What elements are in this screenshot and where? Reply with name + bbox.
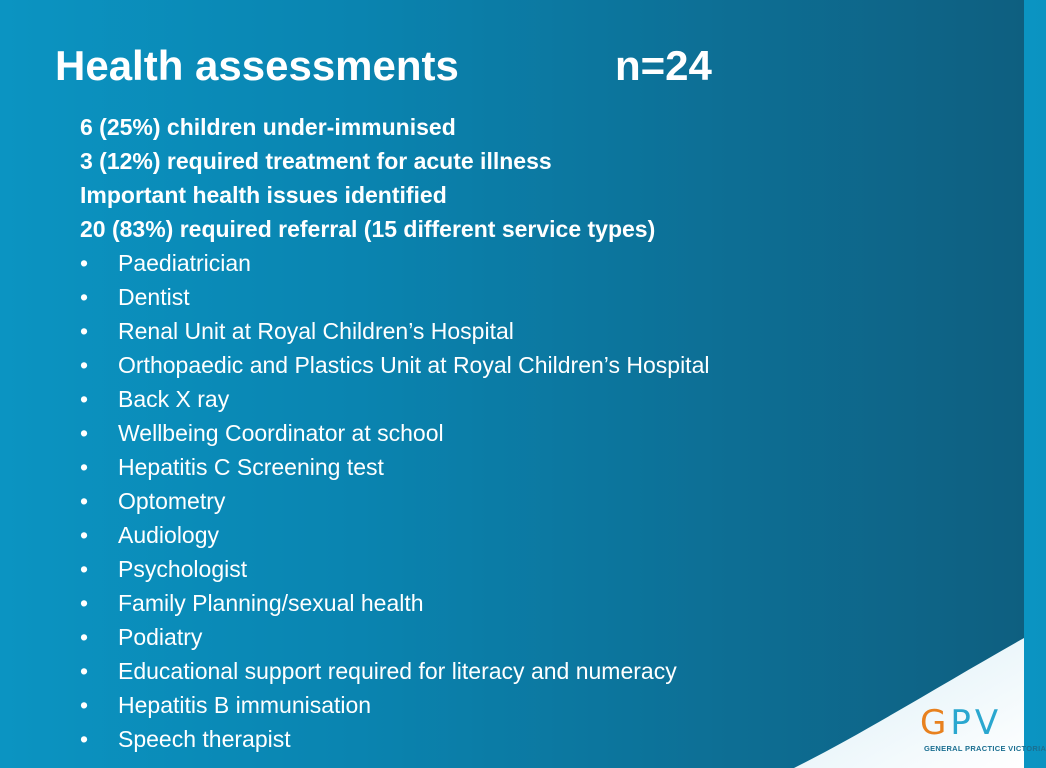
referral-label: Family Planning/sexual health bbox=[118, 590, 424, 616]
referral-item bbox=[80, 450, 980, 484]
logo-wordmark bbox=[920, 704, 1002, 742]
bullet-icon: • bbox=[80, 318, 89, 344]
logo-letter-p: P bbox=[950, 703, 975, 743]
referral-label: Orthopaedic and Plastics Unit at Royal Children’s Hospital bbox=[118, 352, 710, 378]
bullet-icon: • bbox=[80, 454, 89, 480]
bullet-icon: • bbox=[80, 250, 89, 276]
bullet-icon: • bbox=[80, 726, 89, 752]
referral-label: Wellbeing Coordinator at school bbox=[118, 420, 444, 446]
referral-item bbox=[80, 382, 980, 416]
referral-label: Hepatitis B immunisation bbox=[118, 692, 372, 718]
sample-size: n=24 bbox=[615, 42, 712, 89]
bullet-icon: • bbox=[80, 352, 89, 378]
logo-letter-v: V bbox=[974, 703, 1003, 743]
referral-item bbox=[80, 484, 980, 518]
referral-item bbox=[80, 552, 980, 586]
summary-line: Important health issues identified bbox=[80, 182, 447, 208]
referral-label: Hepatitis C Screening test bbox=[118, 454, 384, 480]
logo-letter-g: G bbox=[920, 703, 951, 743]
referral-item bbox=[80, 416, 980, 450]
bullet-icon: • bbox=[80, 556, 89, 582]
referral-item bbox=[80, 280, 980, 314]
summary-line: 6 (25%) children under-immunised bbox=[80, 114, 456, 140]
bullet-icon: • bbox=[80, 590, 89, 616]
referral-label: Optometry bbox=[118, 488, 226, 514]
bullet-icon: • bbox=[80, 420, 89, 446]
bullet-icon: • bbox=[80, 284, 89, 310]
bullet-icon: • bbox=[80, 624, 89, 650]
slide-title bbox=[55, 40, 712, 92]
title-text: Health assessments bbox=[55, 42, 459, 89]
referral-item bbox=[80, 348, 980, 382]
referral-label: Educational support required for literacy and numeracy bbox=[118, 658, 677, 684]
bullet-icon: • bbox=[80, 488, 89, 514]
referral-item bbox=[80, 586, 980, 620]
referral-label: Dentist bbox=[118, 284, 190, 310]
referral-label: Speech therapist bbox=[118, 726, 291, 752]
referral-label: Paediatrician bbox=[118, 250, 251, 276]
referral-label: Back X ray bbox=[118, 386, 230, 412]
bullet-icon: • bbox=[80, 692, 89, 718]
bullet-icon: • bbox=[80, 522, 89, 548]
referral-item bbox=[80, 314, 980, 348]
summary-line: 20 (83%) required referral (15 different service types) bbox=[80, 216, 656, 242]
referral-label: Renal Unit at Royal Children’s Hospital bbox=[118, 318, 514, 344]
bullet-icon: • bbox=[80, 658, 89, 684]
referral-label: Audiology bbox=[118, 522, 220, 548]
logo-subtitle: GENERAL PRACTICE VICTORIA bbox=[924, 744, 1046, 753]
referral-item bbox=[80, 518, 980, 552]
referral-label: Podiatry bbox=[118, 624, 203, 650]
gpv-logo bbox=[920, 703, 1046, 764]
referral-label: Psychologist bbox=[118, 556, 248, 582]
bullet-icon: • bbox=[80, 386, 89, 412]
summary-line: 3 (12%) required treatment for acute illness bbox=[80, 148, 552, 174]
referral-item bbox=[80, 246, 980, 280]
